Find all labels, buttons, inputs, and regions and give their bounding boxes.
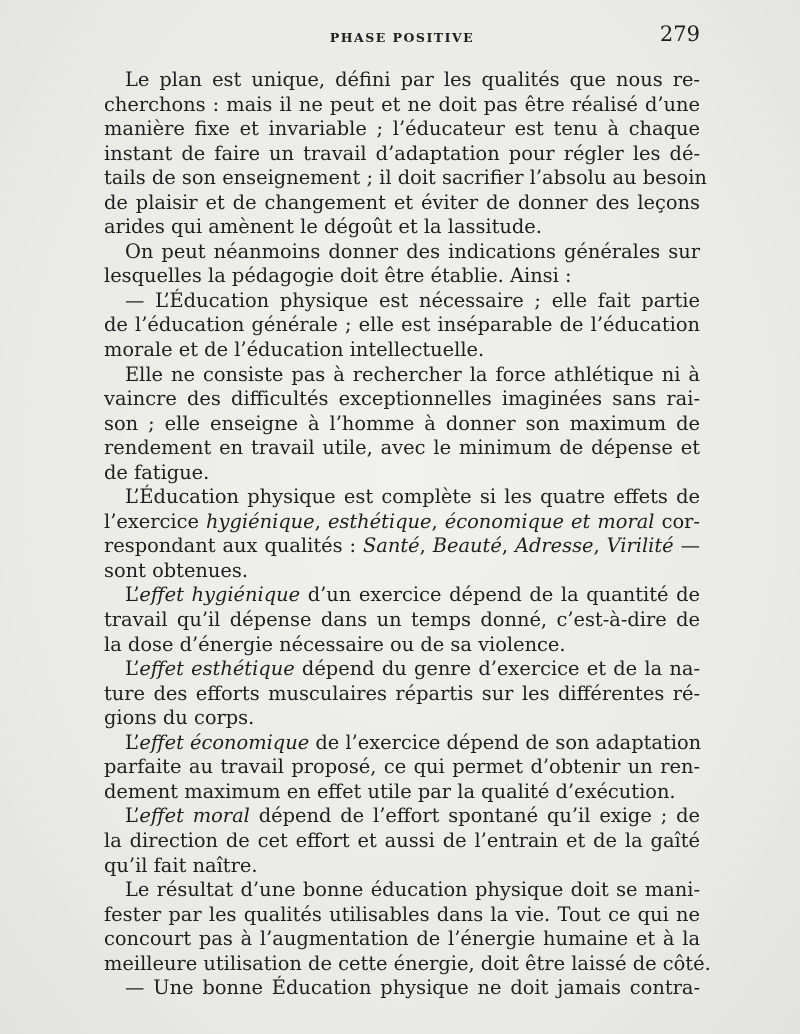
text-segment: meilleure utilisation de cette énergie, doit être laissé de côté. [104,951,711,975]
text-segment: — L’Éducation physique est nécessaire ; elle fait partie [125,288,700,312]
italic-text: esthétique [327,509,432,533]
text-line [104,93,700,118]
text-segment: de l’exercice dépend de son adaptation [309,730,702,754]
text-line [104,313,700,338]
text-line [104,780,700,805]
text-segment: On peut néanmoins donner des indications générales sur [125,239,700,263]
text-segment: l’exercice [104,509,207,533]
text-segment: arides qui amènent le dégoût et la lassitude. [104,215,542,239]
text-segment: , [314,509,328,533]
text-segment: de fatigue. [104,460,210,484]
text-line [104,166,707,191]
text-segment: respondant aux qualités : [104,534,364,558]
text-segment: fester par les qualités utilisables dans la vie. Tout ce qui ne [104,902,700,926]
text-segment: — [673,534,701,558]
italic-text: Beauté [432,534,502,558]
text-line [104,829,700,854]
text-segment: parfaite au travail proposé, ce qui permet d’obtenir un ren- [104,755,700,779]
text-segment: , [593,534,607,558]
text-line [104,657,700,682]
text-segment: morale et de l’éducation intellectuelle. [104,338,485,362]
text-segment: qu’il fait naître. [104,853,258,877]
text-line [104,755,700,780]
italic-text: effet hygiénique [139,583,301,607]
text-segment: cor- [654,509,700,533]
text-line [104,559,700,584]
text-line [104,951,711,977]
text-line [104,142,700,167]
italic-text: hygiénique [206,509,315,533]
text-line [104,363,700,388]
text-line [104,289,700,314]
text-segment: instant de faire un travail d’adaptation pour régler les dé- [104,141,700,165]
text-line [104,240,700,265]
text-segment: L’ [125,583,140,607]
text-segment: , [501,534,515,558]
text-line [104,215,700,240]
text-segment: ture des efforts musculaires répartis sur les différentes ré- [104,681,700,705]
text-line [104,191,700,216]
text-segment: la direction de cet effort et aussi de l’entrain et de la gaîté [104,828,700,852]
text-segment: d’un exercice dépend de la quantité de [300,583,700,607]
text-segment: — Une bonne Éducation physique ne doit jamais contra- [125,976,700,1000]
running-title: PHASE POSITIVE [329,30,475,45]
text-segment: travail qu’il dépense dans un temps donné, c’est-à-dire de [104,608,700,632]
text-segment: L’ [125,730,140,754]
text-segment: , [419,534,433,558]
text-line [104,731,700,756]
text-segment: , [431,509,445,533]
text-line [104,387,700,412]
text-line [104,338,700,363]
text-line [104,436,700,461]
italic-text: effet esthétique [139,657,295,681]
text-line [104,608,700,633]
text-segment: dépend du genre d’exercice et de la na- [294,657,700,681]
text-segment: cherchons : mais il ne peut et ne doit pas être réalisé d’une [104,92,700,116]
text-line [104,412,700,437]
italic-text: Virilité [606,534,674,558]
text-segment: Le résultat d’une bonne éducation physique doit se mani- [125,878,700,902]
text-segment: lesquelles la pédagogie doit être établie. Ainsi : [104,264,572,288]
text-segment: la dose d’énergie nécessaire ou de sa violence. [104,632,566,656]
text-line [104,485,700,510]
text-line [104,976,700,1001]
text-segment: de l’éducation générale ; elle est inséparable de l’éducation [104,313,700,337]
text-line [104,903,700,928]
text-segment: dépend de l’effort spontané qu’il exige ; de [249,804,700,828]
text-line [104,510,700,535]
text-line [104,927,700,952]
text-segment: L’ [125,804,140,828]
text-line [104,706,700,731]
text-segment: gions du corps. [104,706,255,730]
text-segment: son ; elle enseigne à l’homme à donner son maximum de [104,411,700,435]
text-line [104,461,700,486]
text-segment: Elle ne consiste pas à rechercher la force athlétique ni à [125,362,700,386]
italic-text: effet moral [139,804,250,828]
italic-text: économique et moral [444,509,655,533]
body-text [104,68,711,1001]
text-segment: vaincre des difficultés exceptionnelles imaginées sans rai- [104,387,700,411]
text-segment: tails de son enseignement ; il doit sacrifier l’absolu au besoin [104,166,707,190]
text-line [104,264,700,289]
italic-text: Santé [363,534,420,558]
italic-text: Adresse [514,534,594,558]
text-line [104,534,700,559]
text-line [104,804,700,829]
text-line [104,854,700,879]
text-segment: L’Éducation physique est complète si les quatre effets de [125,485,700,509]
text-segment: Le plan est unique, défini par les qualités que nous re- [125,68,700,91]
text-line [104,682,700,707]
text-segment: concourt pas à l’augmentation de l’énergie humaine et à la [104,927,700,951]
text-segment: L’ [125,657,140,681]
text-segment: sont obtenues. [104,558,248,582]
text-line [104,68,700,93]
text-segment: manière fixe et invariable ; l’éducateur est tenu à chaque [104,117,700,141]
page-number: 279 [659,22,700,46]
italic-text: effet économique [139,730,310,754]
text-line [104,583,700,608]
text-line [104,633,700,658]
page-header [104,22,700,52]
text-segment: de plaisir et de changement et éviter de donner des leçons [104,190,700,214]
text-segment: rendement en travail utile, avec le minimum de dépense et [104,436,700,460]
text-line [104,117,700,142]
text-segment: dement maximum en effet utile par la qualité d’exécution. [104,779,676,803]
text-line [104,878,700,903]
